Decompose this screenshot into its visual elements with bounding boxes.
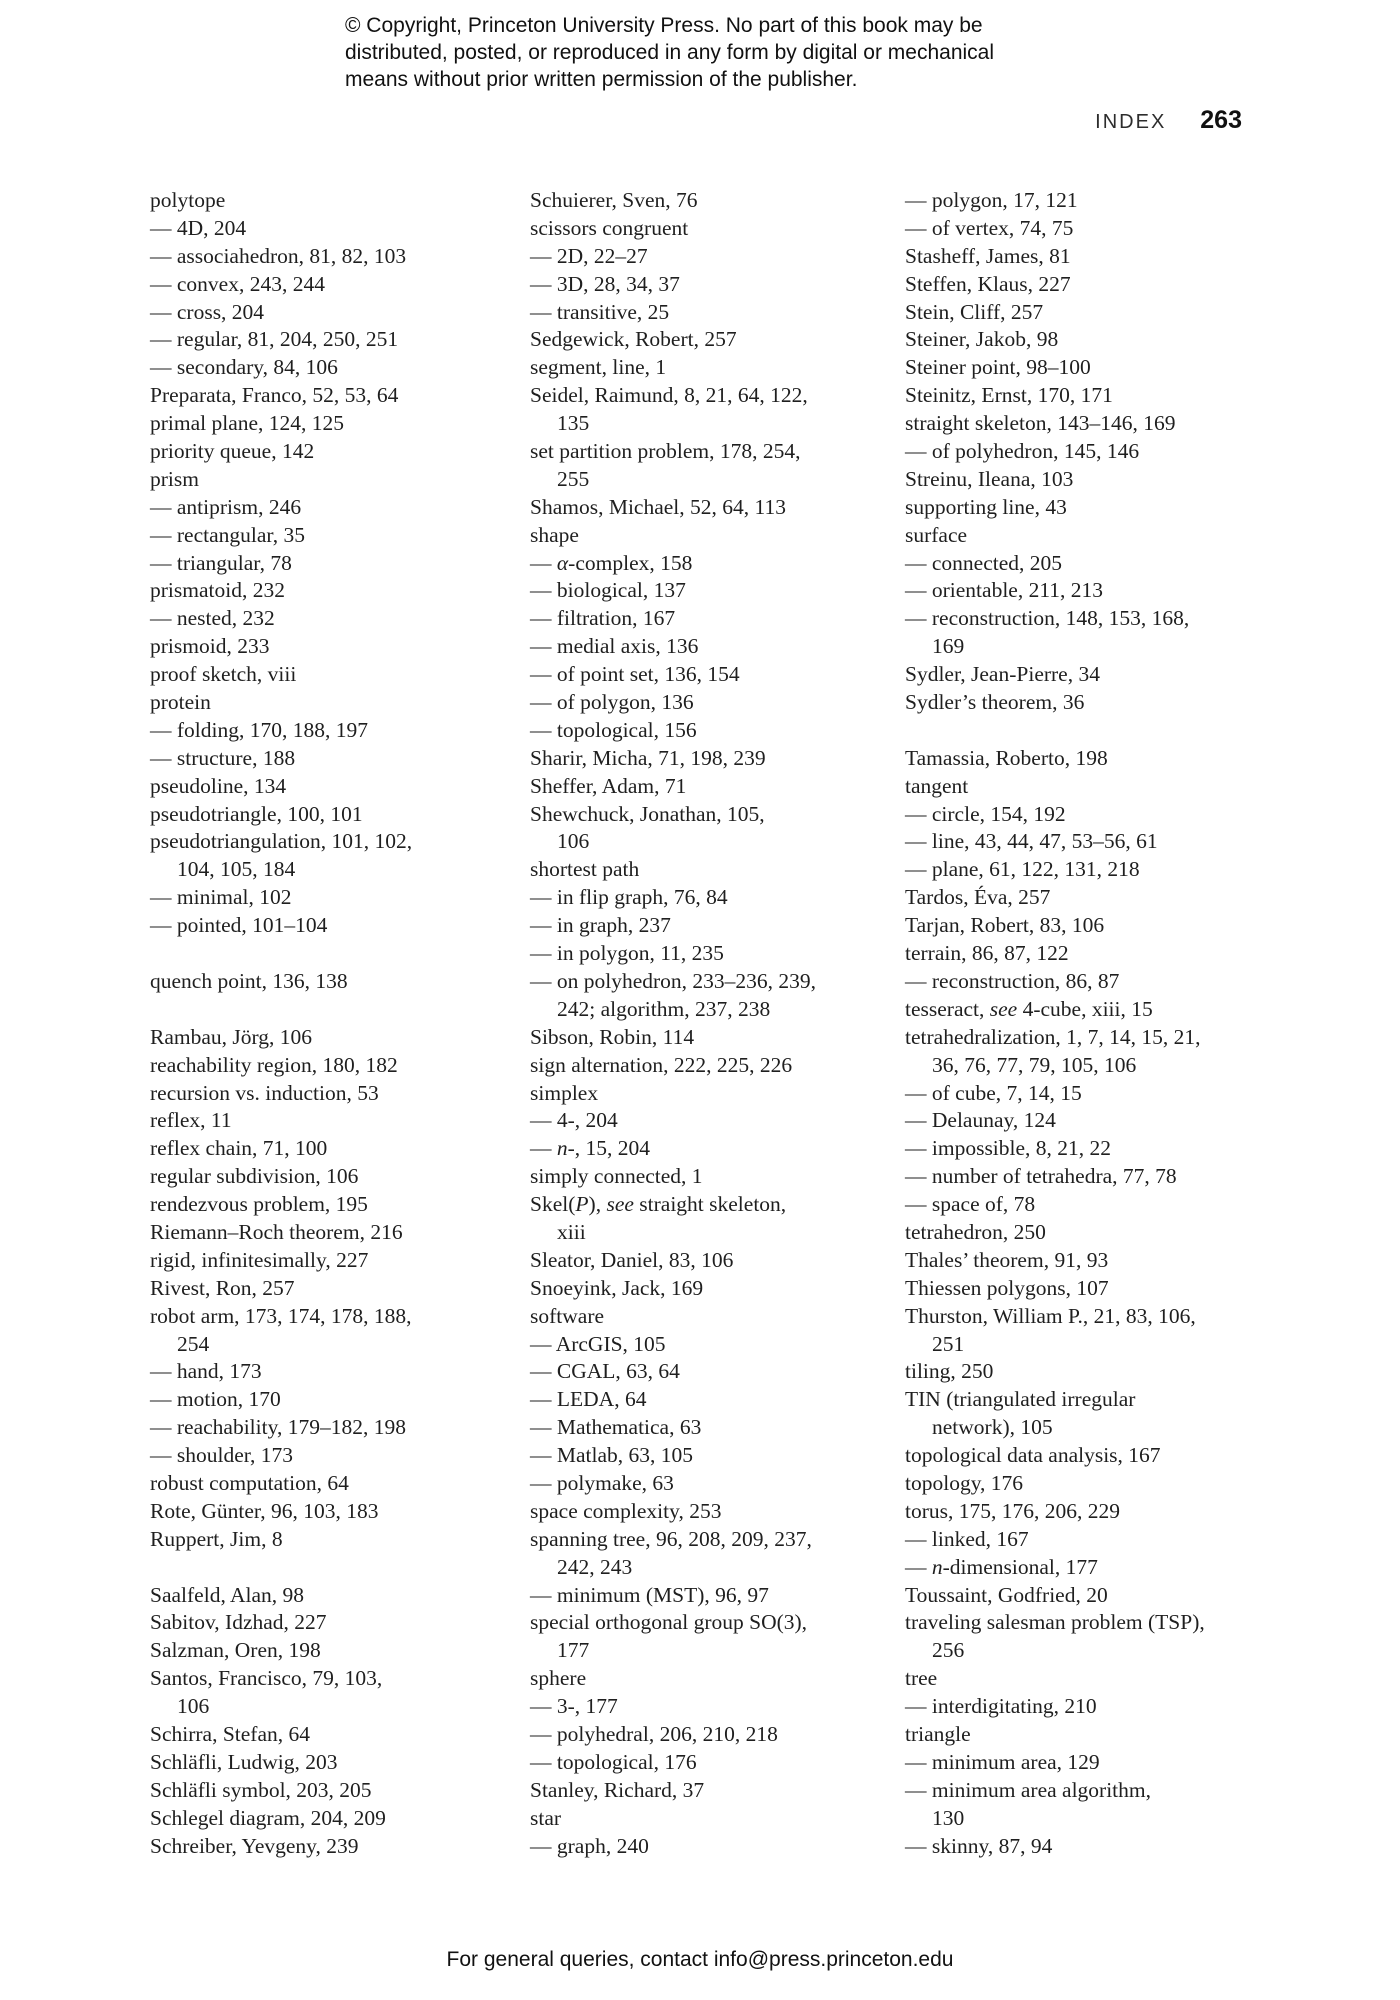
index-entry: — Mathematica, 63 — [530, 1415, 702, 1440]
footer-contact: For general queries, contact info@press.princeton.edu — [446, 1948, 954, 1971]
index-entry: 254 — [177, 1331, 210, 1356]
index-entry: prismoid, 233 — [150, 634, 270, 659]
index-entry: — α-complex, 158 — [530, 550, 693, 575]
index-entry: Sleator, Daniel, 83, 106 — [530, 1247, 734, 1272]
index-entry: — in graph, 237 — [530, 913, 671, 938]
index-entry: — nested, 232 — [150, 606, 275, 631]
index-entry: — motion, 170 — [150, 1387, 281, 1412]
index-entry: polytope — [150, 188, 226, 212]
index-entry: Sabitov, Idzhad, 227 — [150, 1610, 327, 1635]
index-entry: Steiner, Jakob, 98 — [905, 327, 1059, 352]
index-entry: — reconstruction, 86, 87 — [905, 968, 1120, 993]
index-entry: — polyhedral, 206, 210, 218 — [530, 1721, 778, 1746]
index-entry: — Delaunay, 124 — [905, 1108, 1056, 1133]
running-head — [1095, 106, 1242, 135]
index-entry: prismatoid, 232 — [150, 578, 285, 603]
index-entry: regular subdivision, 106 — [150, 1164, 359, 1189]
index-entry: special orthogonal group SO(3), — [530, 1610, 808, 1635]
index-entry: — circle, 154, 192 — [905, 801, 1066, 826]
index-entry: — transitive, 25 — [530, 299, 670, 324]
index-entry: sign alternation, 222, 225, 226 — [530, 1052, 793, 1077]
index-entry: Stein, Cliff, 257 — [905, 299, 1044, 324]
index-entry: Sharir, Micha, 71, 198, 239 — [530, 745, 766, 770]
copyright-notice — [345, 12, 994, 93]
index-entry: — CGAL, 63, 64 — [530, 1359, 680, 1384]
index-entry: Salzman, Oren, 198 — [150, 1638, 321, 1663]
index-entry: reflex chain, 71, 100 — [150, 1136, 328, 1161]
index-entry: — impossible, 8, 21, 22 — [905, 1136, 1112, 1161]
index-entry: 242; algorithm, 237, 238 — [557, 996, 771, 1021]
index-entry: Schirra, Stefan, 64 — [150, 1721, 311, 1746]
index-entry: — antiprism, 246 — [150, 494, 302, 519]
index-entry: Schreiber, Yevgeny, 239 — [150, 1833, 359, 1858]
index-entry: — n-, 15, 204 — [530, 1136, 651, 1161]
index-entry: tree — [905, 1666, 938, 1691]
index-entry: — skinny, 87, 94 — [905, 1833, 1053, 1858]
index-entry: torus, 175, 176, 206, 229 — [905, 1498, 1120, 1523]
index-entry: 36, 76, 77, 79, 105, 106 — [932, 1052, 1137, 1077]
index-entry: primal plane, 124, 125 — [150, 411, 345, 436]
index-entry: — structure, 188 — [150, 745, 296, 770]
index-entry: — 3D, 28, 34, 37 — [530, 271, 680, 296]
index-entry: — 3-, 177 — [530, 1694, 618, 1719]
index-entry: 255 — [557, 466, 590, 491]
index-entry: — 4D, 204 — [150, 215, 247, 240]
index-blank-line — [905, 717, 1277, 745]
index-entry: — linked, 167 — [905, 1526, 1029, 1551]
index-entry: proof sketch, viii — [150, 662, 297, 687]
index-entry: simplex — [530, 1080, 599, 1105]
index-entry: — line, 43, 44, 47, 53–56, 61 — [905, 829, 1158, 854]
index-entry: surface — [905, 522, 968, 547]
index-entry: Sydler’s theorem, 36 — [905, 690, 1085, 715]
index-entry: — shoulder, 173 — [150, 1443, 294, 1468]
index-entry: 135 — [557, 411, 590, 436]
index-entry: Rote, Günter, 96, 103, 183 — [150, 1498, 379, 1523]
index-entry: Tardos, Éva, 257 — [905, 885, 1051, 910]
copyright-line-1: © Copyright, Princeton University Press. No part of this book may be — [345, 14, 983, 37]
index-entry: — topological, 156 — [530, 717, 697, 742]
index-entry: — secondary, 84, 106 — [150, 355, 338, 380]
index-entry: — minimal, 102 — [150, 885, 292, 910]
copyright-line-2: distributed, posted, or reproduced in any form by digital or mechanical — [345, 41, 995, 64]
index-entry: tangent — [905, 773, 969, 798]
index-entry: Schlegel diagram, 204, 209 — [150, 1805, 386, 1830]
index-column-2 — [530, 187, 902, 1860]
running-head-label: INDEX — [1095, 111, 1167, 133]
index-entry: — Matlab, 63, 105 — [530, 1443, 694, 1468]
index-entry: — convex, 243, 244 — [150, 271, 325, 296]
index-entry: — minimum (MST), 96, 97 — [530, 1582, 769, 1607]
index-entry: rigid, infinitesimally, 227 — [150, 1247, 369, 1272]
index-entry: — of polyhedron, 145, 146 — [905, 439, 1140, 464]
index-entry: Snoeyink, Jack, 169 — [530, 1275, 704, 1300]
index-entry: Sibson, Robin, 114 — [530, 1024, 695, 1049]
index-entry: 177 — [557, 1638, 590, 1663]
index-entry: — of point set, 136, 154 — [530, 662, 740, 687]
index-entry: pseudoline, 134 — [150, 773, 287, 798]
index-entry: Schläfli symbol, 203, 205 — [150, 1777, 372, 1802]
index-entry: reachability region, 180, 182 — [150, 1052, 398, 1077]
index-entry: tetrahedron, 250 — [905, 1219, 1046, 1244]
index-entry: — in polygon, 11, 235 — [530, 941, 724, 966]
index-entry: shape — [530, 522, 579, 547]
index-entry: spanning tree, 96, 208, 209, 237, — [530, 1526, 812, 1551]
index-entry: priority queue, 142 — [150, 439, 315, 464]
index-entry: — on polyhedron, 233–236, 239, — [530, 968, 817, 993]
index-entry: — ArcGIS, 105 — [530, 1331, 666, 1356]
index-entry: Saalfeld, Alan, 98 — [150, 1582, 305, 1607]
index-entry: 106 — [177, 1694, 210, 1719]
index-entry: 106 — [557, 829, 590, 854]
index-entry: Ruppert, Jim, 8 — [150, 1526, 283, 1551]
index-entry: 251 — [932, 1331, 965, 1356]
index-entry: Skel(P), see straight skeleton, — [530, 1192, 787, 1217]
index-entry: — hand, 173 — [150, 1359, 262, 1384]
index-entry: — minimum area algorithm, — [905, 1777, 1152, 1802]
index-entry: Santos, Francisco, 79, 103, — [150, 1666, 383, 1691]
index-entry: Riemann–Roch theorem, 216 — [150, 1219, 403, 1244]
index-entry: robust computation, 64 — [150, 1470, 349, 1495]
index-entry: — graph, 240 — [530, 1833, 649, 1858]
index-entry: shortest path — [530, 857, 640, 882]
index-entry: — pointed, 101–104 — [150, 913, 328, 938]
index-entry: — 2D, 22–27 — [530, 243, 648, 268]
index-entry: — orientable, 211, 213 — [905, 578, 1104, 603]
page-number: 263 — [1200, 106, 1242, 134]
index-entry: 169 — [932, 634, 965, 659]
index-entry: Rambau, Jörg, 106 — [150, 1024, 313, 1049]
index-entry: terrain, 86, 87, 122 — [905, 941, 1069, 966]
index-entry: Steinitz, Ernst, 170, 171 — [905, 383, 1113, 408]
index-entry: scissors congruent — [530, 215, 689, 240]
index-entry: Schläfli, Ludwig, 203 — [150, 1749, 338, 1774]
index-blank-line — [150, 996, 522, 1024]
index-entry: — minimum area, 129 — [905, 1749, 1100, 1774]
index-entry: Tarjan, Robert, 83, 106 — [905, 913, 1105, 938]
index-entry: pseudotriangulation, 101, 102, — [150, 829, 413, 854]
index-entry: simply connected, 1 — [530, 1164, 703, 1189]
index-entry: Preparata, Franco, 52, 53, 64 — [150, 383, 399, 408]
index-entry: Stasheff, James, 81 — [905, 243, 1071, 268]
index-entry: tetrahedralization, 1, 7, 14, 15, 21, — [905, 1024, 1201, 1049]
index-entry: — medial axis, 136 — [530, 634, 699, 659]
index-column-3 — [905, 187, 1277, 1860]
index-entry: quench point, 136, 138 — [150, 968, 348, 993]
index-entry: — interdigitating, 210 — [905, 1694, 1097, 1719]
index-entry: — folding, 170, 188, 197 — [150, 717, 368, 742]
index-entry: star — [530, 1805, 562, 1830]
index-entry: — of vertex, 74, 75 — [905, 215, 1074, 240]
index-entry: — regular, 81, 204, 250, 251 — [150, 327, 399, 352]
index-entry: xiii — [557, 1219, 586, 1244]
index-entry: — space of, 78 — [905, 1192, 1036, 1217]
index-entry: — biological, 137 — [530, 578, 686, 603]
copyright-line-3: means without prior written permission of the publisher. — [345, 68, 858, 91]
index-entry: topological data analysis, 167 — [905, 1443, 1161, 1468]
index-entry: 130 — [932, 1805, 965, 1830]
index-entry: — associahedron, 81, 82, 103 — [150, 243, 407, 268]
index-entry: — of polygon, 136 — [530, 690, 694, 715]
index-entry: — polygon, 17, 121 — [905, 188, 1078, 212]
index-entry: TIN (triangulated irregular — [905, 1387, 1136, 1412]
index-entry: Thurston, William P., 21, 83, 106, — [905, 1303, 1196, 1328]
index-entry: Rivest, Ron, 257 — [150, 1275, 295, 1300]
index-entry: 242, 243 — [557, 1554, 633, 1579]
index-entry: — 4-, 204 — [530, 1108, 618, 1133]
index-entry: — in flip graph, 76, 84 — [530, 885, 728, 910]
index-entry: pseudotriangle, 100, 101 — [150, 801, 363, 826]
index-entry: — n-dimensional, 177 — [905, 1554, 1098, 1579]
index-entry: Shewchuck, Jonathan, 105, — [530, 801, 765, 826]
index-entry: — filtration, 167 — [530, 606, 676, 631]
index-entry: — topological, 176 — [530, 1749, 697, 1774]
index-entry: — plane, 61, 122, 131, 218 — [905, 857, 1140, 882]
index-entry: — cross, 204 — [150, 299, 265, 324]
index-entry: Streinu, Ileana, 103 — [905, 466, 1074, 491]
index-entry: — of cube, 7, 14, 15 — [905, 1080, 1082, 1105]
index-entry: Schuierer, Sven, 76 — [530, 188, 698, 212]
index-entry: Stanley, Richard, 37 — [530, 1777, 705, 1802]
index-entry: — number of tetrahedra, 77, 78 — [905, 1164, 1177, 1189]
index-entry: — connected, 205 — [905, 550, 1063, 575]
index-entry: set partition problem, 178, 254, — [530, 439, 801, 464]
index-entry: Thiessen polygons, 107 — [905, 1275, 1109, 1300]
index-entry: prism — [150, 466, 199, 491]
index-entry: recursion vs. induction, 53 — [150, 1080, 379, 1105]
index-entry: tesseract, see 4-cube, xiii, 15 — [905, 996, 1153, 1021]
index-entry: protein — [150, 690, 211, 715]
index-entry: — reconstruction, 148, 153, 168, — [905, 606, 1190, 631]
index-entry: — polymake, 63 — [530, 1470, 674, 1495]
index-entry: straight skeleton, 143–146, 169 — [905, 411, 1176, 436]
index-entry: rendezvous problem, 195 — [150, 1192, 368, 1217]
index-entry: Shamos, Michael, 52, 64, 113 — [530, 494, 786, 519]
index-entry: network), 105 — [932, 1415, 1053, 1440]
index-blank-line — [150, 940, 522, 968]
index-entry: Steffen, Klaus, 227 — [905, 271, 1071, 296]
index-entry: 256 — [932, 1638, 965, 1663]
index-entry: supporting line, 43 — [905, 494, 1067, 519]
index-entry: topology, 176 — [905, 1470, 1024, 1495]
index-entry: Seidel, Raimund, 8, 21, 64, 122, — [530, 383, 808, 408]
index-entry: — LEDA, 64 — [530, 1387, 647, 1412]
index-entry: — triangular, 78 — [150, 550, 292, 575]
index-entry: reflex, 11 — [150, 1108, 232, 1133]
index-entry: space complexity, 253 — [530, 1498, 722, 1523]
index-entry: Sedgewick, Robert, 257 — [530, 327, 737, 352]
index-entry: Tamassia, Roberto, 198 — [905, 745, 1108, 770]
index-entry: robot arm, 173, 174, 178, 188, — [150, 1303, 412, 1328]
index-entry: Thales’ theorem, 91, 93 — [905, 1247, 1109, 1272]
index-entry: triangle — [905, 1721, 971, 1746]
index-entry: Steiner point, 98–100 — [905, 355, 1091, 380]
index-entry: tiling, 250 — [905, 1359, 994, 1384]
index-column-1 — [150, 187, 522, 1860]
index-entry: Sheffer, Adam, 71 — [530, 773, 687, 798]
index-entry: software — [530, 1303, 605, 1328]
index-entry: segment, line, 1 — [530, 355, 667, 380]
index-entry: Toussaint, Godfried, 20 — [905, 1582, 1108, 1607]
index-entry: — reachability, 179–182, 198 — [150, 1415, 406, 1440]
index-entry: 104, 105, 184 — [177, 857, 296, 882]
index-entry: Sydler, Jean-Pierre, 34 — [905, 662, 1100, 687]
index-entry: traveling salesman problem (TSP), — [905, 1610, 1205, 1635]
index-entry: sphere — [530, 1666, 587, 1691]
index-blank-line — [150, 1554, 522, 1582]
index-entry: — rectangular, 35 — [150, 522, 305, 547]
